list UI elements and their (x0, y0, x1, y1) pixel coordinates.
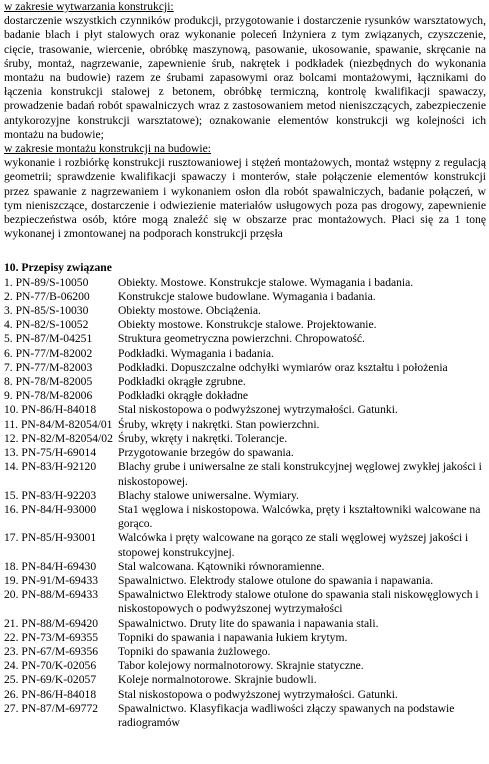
regulation-item (4, 588, 486, 616)
regulation-standard-code: PN-77/B-06200 (15, 289, 90, 303)
regulation-code (4, 403, 118, 417)
regulation-description: Spawalnictwo. Druty lite do spawania i napawania stali. (118, 616, 379, 630)
regulation-standard-code: PN-87/M-04251 (15, 332, 93, 346)
regulation-code (4, 702, 118, 730)
regulation-description: Konstrukcje stalowe budowlane. Wymagania i badania. (118, 289, 376, 303)
regulation-code (4, 290, 118, 304)
regulation-code (4, 645, 118, 659)
regulation-standard-code: PN-88/M-69433 (21, 588, 99, 602)
regulation-number: 18. (4, 559, 19, 573)
regulation-code (4, 418, 118, 432)
regulation-standard-code: PN-87/M-69772 (21, 701, 99, 715)
regulation-number: 11. (4, 417, 19, 431)
regulation-number: 27. (4, 701, 19, 715)
regulation-code (4, 389, 118, 403)
regulation-description: Tabor kolejowy normalnotorowy. Skrajnie statyczne. (118, 659, 364, 673)
regulation-item (4, 304, 486, 318)
regulation-description: Koleje normalnotorowe. Skrajnie budowli. (118, 673, 317, 687)
regulation-standard-code: PN-84/H-93000 (21, 502, 97, 516)
regulation-number: 24. (4, 659, 19, 673)
regulation-code (4, 347, 118, 361)
regulation-standard-code: PN-86/H-84018 (21, 687, 97, 701)
regulation-item (4, 659, 486, 673)
regulation-item (4, 673, 486, 687)
regulation-standard-code: PN-67/M-69356 (21, 644, 99, 658)
regulation-item (4, 446, 486, 460)
regulation-item (4, 418, 486, 432)
regulation-number: 13. (4, 446, 19, 460)
regulation-code (4, 631, 118, 645)
regulation-standard-code: PN-78/M-82005 (15, 375, 93, 389)
regulations-heading: 10. Przepisy związane (4, 261, 112, 275)
regulation-standard-code: PN-84/M-82054/01 (20, 417, 113, 431)
regulation-description: Blachy stalowe uniwersalne. Wymiary. (118, 488, 299, 502)
regulation-code (4, 659, 118, 673)
regulation-number: 5. (4, 332, 13, 346)
regulation-code (4, 688, 118, 702)
regulation-description: Podkładki okrągłe dokładne (118, 389, 249, 403)
regulation-standard-code: PN-77/M-82002 (15, 346, 93, 360)
section-title-assembly: w zakresie montażu konstrukcji na budowie: (4, 142, 212, 156)
regulation-code (4, 574, 118, 588)
regulation-code (4, 588, 118, 616)
regulation-number: 7. (4, 360, 13, 374)
regulation-code (4, 560, 118, 574)
regulation-description: Sta1 węglowa i niskostopowa. Walcówka, pręty i kształtowniki walcowane na gorąco. (118, 502, 481, 531)
regulation-number: 25. (4, 673, 19, 687)
regulation-standard-code: PN-88/M-69420 (21, 616, 99, 630)
regulation-description: Podkładki. Dopuszczalne odchyłki wymiarów oraz kształtu i położenia (118, 360, 448, 374)
regulation-standard-code: PN-70/K-02056 (21, 659, 97, 673)
regulation-number: 26. (4, 687, 19, 701)
regulation-code (4, 361, 118, 375)
regulation-description: Obiekty. Mostowe. Konstrukcje stalowe. Wymagania i badania. (118, 275, 414, 289)
regulation-number: 2. (4, 289, 13, 303)
regulations-list (4, 276, 486, 731)
regulation-code (4, 460, 118, 488)
regulation-number: 3. (4, 304, 13, 318)
regulation-number: 8. (4, 375, 13, 389)
regulation-item (4, 702, 486, 730)
regulation-standard-code: PN-83/H-92120 (21, 460, 97, 474)
regulation-code (4, 332, 118, 346)
regulation-item (4, 489, 486, 503)
regulation-number: 15. (4, 488, 19, 502)
regulation-description: Podkładki okrągłe zgrubne. (118, 375, 246, 389)
section-text-assembly: wykonanie i rozbiórkę konstrukcji rusztowaniowej i stężeń montażowych, montaż wstępny z regulacją geometrii; sprawdzenie kwalifikacji spawaczy i monterów, stałe połączenie elementów konstrukcji przez spawanie z nagrzewaniem i wykonaniem osłon dla robót spawalniczych, badanie połączeń, w tym nieniszczące, dostarczenie i odwiezienie materiałów usługowych poza pas drogowy, zapewnienie bezpieczeństwa osób, które mogą znaleźć się w obszarze prac montażowych. Płaci się za 1 tonę wykonanej i zmontowanej na podporach konstrukcji przęsła (4, 156, 486, 241)
regulation-number: 6. (4, 346, 13, 360)
regulation-description: Spawalnictwo. Klasyfikacja wadliwości złączy spawanych na podstawie radiogramów (118, 701, 455, 729)
regulation-item (4, 645, 486, 659)
regulation-code (4, 446, 118, 460)
regulation-code (4, 503, 118, 531)
regulation-standard-code: PN-86/H-84018 (21, 403, 97, 417)
regulation-code (4, 617, 118, 631)
regulation-item (4, 375, 486, 389)
regulation-number: 4. (4, 318, 13, 332)
regulation-standard-code: PN-73/M-69355 (21, 630, 99, 644)
regulation-standard-code: PN-78/M-82006 (15, 389, 93, 403)
regulation-description: Stal niskostopowa o podwyższonej wytrzymałości. Gatunki. (118, 403, 398, 417)
regulation-description: Spawalnictwo. Elektrody stalowe otulone do spawania i napawania. (118, 573, 434, 587)
regulation-number: 17. (4, 531, 19, 545)
regulation-number: 23. (4, 644, 19, 658)
regulation-description: Spawalnictwo Elektrody stalowe otulone do spawania stali niskowęglowych i niskostopowych o podwyższonej wytrzymałości (118, 588, 479, 616)
regulation-description: Walcówka i pręty walcowane na gorąco ze stali węglowej wyższej jakości i stopowej konstrukcyjnej. (118, 531, 469, 559)
regulation-item (4, 617, 486, 631)
regulation-code (4, 318, 118, 332)
regulation-standard-code: PN-85/H-93001 (21, 531, 97, 545)
regulation-standard-code: PN-83/H-92203 (21, 488, 97, 502)
regulation-standard-code: PN-85/S-10030 (15, 304, 89, 318)
regulation-item (4, 389, 486, 403)
regulation-description: Obiekty mostowe. Konstrukcje stalowe. Projektowanie. (118, 318, 377, 332)
regulation-item (4, 276, 486, 290)
regulation-item (4, 290, 486, 304)
regulation-number: 22. (4, 630, 19, 644)
regulation-item (4, 318, 486, 332)
regulation-item (4, 347, 486, 361)
regulation-standard-code: PN-77/M-82003 (15, 360, 93, 374)
regulation-code (4, 375, 118, 389)
regulation-number: 12. (4, 431, 19, 445)
regulation-number: 20. (4, 588, 19, 602)
regulation-description: Śruby, wkręty i nakrętki. Stan powierzchni. (118, 417, 320, 431)
document-page (4, 0, 486, 730)
section-text-fabrication: dostarczenie wszystkich czynników produkcji, przygotowanie i dostarczenie rysunków warsztatowych, badanie blach i płyt stalowych oraz wykonanie poleceń Inżyniera z tym związanych, czyszczenie, cięcie, trasowanie, wiercenie, obróbkę maszynową, pasowanie, ukosowanie, spawanie, skręcanie na śruby, montaż, nagrzewanie, zapewnienie śrub, nakrętek i podkładek (niezbędnych do wykonania montażu na budowie) razem ze śrubami zapasowymi oraz bolcami montażowymi, łącznikami do łączenia konstrukcji stalowej z betonem, obróbkę termiczną, kontrolę kwalifikacji spawaczy, prowadzenie badań robót spawalniczych wraz z zastosowaniem metod nieniszczących, zabezpieczenie antykorozyjne konstrukcji warsztatowe); oznakowanie elementów konstrukcji wg kolejności ich montażu na budowie; (4, 14, 486, 141)
regulation-number: 21. (4, 616, 19, 630)
regulation-item (4, 403, 486, 417)
regulation-item (4, 460, 486, 488)
regulation-description: Blachy grube i uniwersalne ze stali konstrukcyjnej węglowej zwykłej jakości i niskostopowej. (118, 460, 482, 488)
regulation-item (4, 432, 486, 446)
regulation-description: Śruby, wkręty i nakrętki. Tolerancje. (118, 431, 288, 445)
regulation-item (4, 631, 486, 645)
regulation-standard-code: PN-89/S-10050 (15, 275, 89, 289)
regulation-description: Obiekty mostowe. Obciążenia. (118, 304, 261, 318)
regulation-standard-code: PN-84/H-69430 (21, 559, 97, 573)
regulation-number: 1. (4, 275, 13, 289)
regulation-description: Struktura geometryczna powierzchni. Chropowatość. (118, 332, 365, 346)
regulation-standard-code: PN-82/M-82054/02 (21, 431, 113, 445)
regulation-standard-code: PN-75/H-69014 (21, 446, 97, 460)
regulation-number: 9. (4, 389, 13, 403)
regulation-number: 16. (4, 502, 19, 516)
regulation-item (4, 688, 486, 702)
regulation-item (4, 531, 486, 559)
regulation-code (4, 276, 118, 290)
regulation-description: Stal walcowana. Kątowniki równoramienne. (118, 559, 325, 573)
regulation-code (4, 673, 118, 687)
regulation-standard-code: PN-69/K-02057 (21, 673, 97, 687)
regulation-description: Przygotowanie brzegów do spawania. (118, 446, 294, 460)
section-title-fabrication: w zakresie wytwarzania konstrukcji: (4, 0, 174, 13)
regulation-item (4, 503, 486, 531)
regulation-description: Podkładki. Wymagania i badania. (118, 346, 274, 360)
regulation-item (4, 361, 486, 375)
regulation-code (4, 489, 118, 503)
regulation-description: Topniki do spawania żużlowego. (118, 644, 271, 658)
regulation-standard-code: PN-82/S-10052 (15, 318, 89, 332)
regulation-number: 10. (4, 403, 19, 417)
regulation-item (4, 574, 486, 588)
regulation-description: Stal niskostopowa o podwyższonej wytrzymałości. Gatunki. (118, 687, 398, 701)
regulation-code (4, 432, 118, 446)
regulation-code (4, 304, 118, 318)
regulation-item (4, 332, 486, 346)
regulation-description: Topniki do spawania i napawania łukiem krytym. (118, 630, 348, 644)
regulation-number: 14. (4, 460, 19, 474)
regulation-standard-code: PN-91/M-69433 (21, 573, 99, 587)
regulation-number: 19. (4, 573, 19, 587)
regulation-code (4, 531, 118, 559)
regulation-item (4, 560, 486, 574)
